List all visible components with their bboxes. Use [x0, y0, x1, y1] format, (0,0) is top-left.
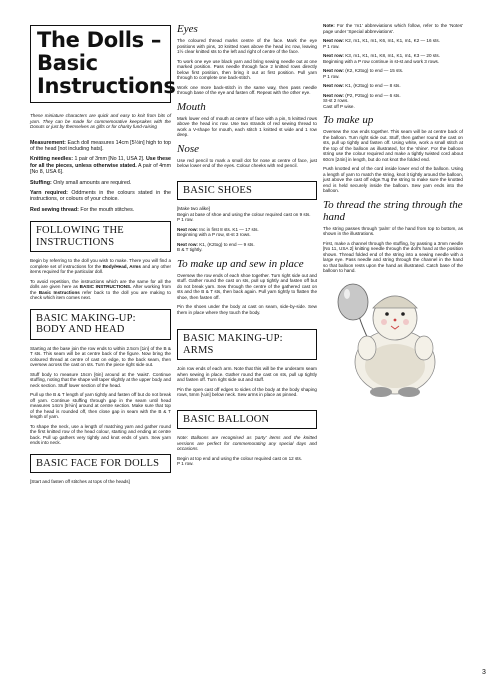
makeup-heading: To make up	[323, 114, 374, 126]
makeup-paragraph-2: Push knotted end of the cord inside lower end of the balloon. Using a length of yarn to match the string, knot it tightly around the balloon, just above the cast off edge.Tug the string to make sure the knotted end is held securely inside the balloon. Sew yarn ends into the balloon.	[323, 166, 463, 193]
shoes-note: [Make two alike]	[177, 206, 210, 211]
text-run: refer back to the doll you are making to check which item comes next.	[30, 289, 171, 301]
balloon-heading: BASIC BALLOON	[177, 410, 317, 430]
arms-heading: BASIC MAKING-UP: ARMS	[177, 329, 317, 360]
nose-heading: Nose	[177, 142, 199, 155]
following-paragraph-1	[30, 258, 171, 275]
row-label: Next row:	[323, 83, 344, 88]
balloon-row-5-after-1: St-st 2 rows.	[323, 98, 349, 103]
stuffing	[30, 180, 171, 186]
yarn	[30, 190, 171, 203]
balloon-row-3-after: P 1 row.	[323, 73, 340, 79]
text-run-bold: BASIC INSTRUCTIONS.	[79, 284, 132, 290]
sewing-thread	[30, 207, 171, 213]
needles-label: Knitting needles:	[30, 156, 73, 163]
mouth-paragraph: Mark lower end of mouth at centre of face with a pin, 5 knitted rows above the head inc row. Use two strands of red sewing thread to work a V-shape for mouth, each stitch 1 knitted st wide and 1 row deep.	[177, 115, 317, 137]
body-paragraph-1: Starting at the base join the row ends to within 2.5cm [1in] of the B & T sts. This seam will be at centre back of the figure. Now bring the coloured thread at centre of cast on edge, to the back seam, then oversew across the cast on sts. Turn the piece right side out.	[30, 345, 171, 368]
balloon-intro: Note: Balloons are recognised as 'party' items and the knitted versions are perfect for commemorating any special days and occasions.	[177, 435, 317, 451]
stuffing-text: Only small amounts are required.	[51, 179, 132, 186]
balloon-paragraph-2: P 1 row.	[177, 461, 194, 466]
balloon-row-4	[323, 83, 463, 89]
needles-text-2: A pair of 4mm [No 8, USA 6].	[30, 162, 171, 176]
yarn-label: Yarn required:	[30, 189, 68, 196]
page-title: The Dolls – Basic Instructions	[30, 25, 171, 103]
sew-paragraph-1: Oversew the row ends of each shoe together. Turn right side out and stuff. Gather round the cast on sts, pull up tightly and fasten off but do not break yarn. Sew through the centre of the gathered cast on sts and the B & T sts, then back again. Pull yarn tightly to flatten the shoe, then fasten off.	[177, 272, 317, 300]
shoes-paragraph-2: P 1 row.	[177, 217, 194, 222]
yarn-text: Oddments in the colours stated in the instructions, or colours of your choice.	[30, 189, 171, 203]
arms-paragraph-2: Pin the open cast off edges to sides of the body at the body shaping rows, 5mm [¼in] below neck. Sew arms in place as pinned.	[177, 386, 317, 397]
eyes-heading: Eyes	[177, 23, 198, 35]
doll-with-balloon-image	[323, 280, 463, 398]
intro-text: These miniature characters are quick and easy to knit from bits of yarn. They can be made for commemorative keepsakes with the Donuts or just by themselves as gifts or for charity fund-raising	[30, 113, 171, 129]
row-label: Next row:	[323, 92, 344, 98]
text-run: After working from the	[30, 284, 171, 295]
following-heading: FOLLOWING THE INSTRUCTIONS	[30, 221, 171, 252]
eyes-paragraph-2: To work one eye use black yarn and bring sewing needle out at one marked position. Pass needle through face 2 knitted rows directly below first position, then bring it out at first position. Pull yarn through to complete one back-stitch.	[177, 58, 317, 80]
balloon-row-5-after-2: Cast off P wise.	[323, 103, 355, 109]
sew-paragraph-2: Pin the shoes under the body at cast on seam, side-by-side. Sew them in place where they touch the body.	[177, 304, 317, 315]
thread-heading: To thread the string through the hand	[323, 198, 463, 223]
measurement	[30, 140, 171, 153]
makeup-paragraph-1: Oversew the row ends together. This seam will be at centre back of the balloon. Turn right side out. Stuff, then gather round the cast on sts, pull up tightly and fasten off. Using white, work a small stitch at the top of the balloon as illustrated, for the 'shine'. For the balloon string use the colour required and make a tightly twisted cord about 60cm [24in] in length, but do not knot the folded end.	[323, 129, 463, 162]
row-label: Next row:	[323, 53, 344, 58]
row-text: K2, m1, K1, m1, K6, m1, K1, m1, K2 — 16 sts.	[343, 38, 440, 43]
balloon-row-2-after: Beginning with a P row continue in st-st and work 3 rows.	[323, 58, 440, 64]
shoes-row-2-after: B & T tightly.	[177, 247, 203, 252]
row-label: Next row:	[177, 241, 198, 247]
needles-bold: Use these for all the pieces, unless otherwise stated.	[30, 156, 172, 169]
note	[323, 23, 463, 34]
text-run-bold: Basic Instructions	[38, 289, 80, 295]
shoes-heading: BASIC SHOES	[177, 181, 317, 201]
measurement-label: Measurement:	[30, 139, 66, 146]
row-label: Next row:	[177, 226, 198, 232]
body-paragraph-3: Pull up the B & T length of yarn tightly and fasten off but do not break off yarn. Continue stuffing through gap in the seam until head measures 14cm [5½in] around at centre section. Make sure that top of the head is rounded off, then close gap in seam with the B & T length of yarn.	[30, 392, 171, 420]
row-label: Next row:	[323, 38, 344, 43]
balloon-row-1-after: P 1 row.	[323, 43, 340, 49]
note-text: For the 'm1' abbreviations which follow, refer to the 'Notes' page under 'Special abbreviations'.	[323, 23, 463, 34]
shoes-row-1-after: Beginning with a P row, st-st 3 rows.	[177, 232, 251, 237]
thread-text: For the mouth stitches.	[78, 206, 135, 213]
page-number: 3	[482, 669, 486, 676]
body-head-heading: BASIC MAKING-UP: BODY AND HEAD	[30, 309, 171, 340]
eyes-paragraph-3: Work one more back-stitch in the same way, then pass needle through base of the eye and fasten off. Repeat with the other eye.	[177, 84, 317, 95]
text-run: Begin by referring to the doll you wish to make. There you will find a complete set of instructions for the	[30, 258, 171, 269]
thread-paragraph-2: First, make a channel through the stuffing, by passing a 3mm needle [No 11, USA 2] knitting needle through the doll's hand at the position shown. Thread folded end of the string into a sewing needle with a large eye. Pass needle and string through the channel in the hand so that balloon rests upon the hand as illustrated. Catch base of the balloon to hand.	[323, 240, 463, 273]
face-paragraph-1: [Start and fasten off stitches at tops of the heads]	[30, 479, 130, 485]
text-run: To avoid repetition, the instructions which are the same for all the dolls are given here as	[30, 278, 171, 290]
doll-illustration	[323, 280, 463, 398]
sew-heading: To make up and sew in place	[177, 257, 304, 270]
text-run-bold: Body/Head, Arms	[102, 263, 141, 269]
row-text: K1, (K2tog) to end — 8 sts.	[343, 83, 401, 88]
body-paragraph-4: To shape the neck, use a length of matching yarn and gather round the first knitted row of the head colour, starting and ending at centre back. Pull up gathers very tightly and knot ends of yarn. Sew yarn ends into neck.	[30, 423, 171, 446]
thread-label: Red sewing thread:	[30, 206, 79, 213]
row-text: (K2, K2tog) to end — 15 sts.	[343, 68, 404, 73]
arms-paragraph-1: Join row ends of each arm. Note that this will be the underarm seam when sewing in place. Gather round the cast on sts, pull up tightly and fasten off. Turn right side out and stuff.	[177, 366, 317, 382]
thread-paragraph-1: The string passes through 'palm' of the hand from top to bottom, as shown in the illustrations.	[323, 225, 463, 236]
body-paragraph-2: Stuff body to measure 15cm [6in] around at the 'waist'. Continue stuffing, noting that the shape will taper slightly at the upper body and neck section. Stuff lower section of the head.	[30, 371, 171, 388]
eyes-paragraph-1: The coloured thread marks centre of the face. Mark the eye positions with pins, 10 knitted rows above the head inc row, leaving 1½ clear knitted sts to the left and right of centre of the face.	[177, 38, 317, 54]
nose-paragraph: Use red pencil to mark a small dot for nose at centre of face, just below lower end of the eyes. Colour cheeks with red pencil.	[177, 157, 317, 168]
mouth-heading: Mouth	[177, 100, 206, 113]
column-middle	[177, 23, 317, 471]
row-text: (P2, P2tog) to end — 6 sts.	[343, 92, 401, 98]
row-text: Inc in first 8 sts. K1 — 17 sts.	[197, 226, 259, 232]
balloon-paragraph-1: Begin at top end and using the colour required cast on 12 sts.	[177, 455, 303, 461]
stuffing-label: Stuffing:	[30, 179, 52, 186]
measurement-text: Each doll measures 14cm [5½in] high to top of the head [not including hats].	[30, 139, 171, 152]
column-left	[30, 0, 176, 489]
row-text: K1, (K2tog) to end — 9 sts.	[197, 241, 255, 247]
needles-text: 1 pair of 3mm [No 11, USA 2].	[72, 156, 146, 163]
text-run: and any other items required for the particular doll.	[30, 263, 171, 275]
following-paragraph-2	[30, 279, 171, 301]
note-label: Note:	[323, 23, 335, 28]
face-heading: BASIC FACE FOR DOLLS	[30, 454, 171, 474]
row-text: K3, m1, K1, m1, K8, m1, K1, m1, K3 — 20 sts.	[343, 53, 440, 58]
row-label: Next row:	[323, 68, 344, 73]
needles	[30, 156, 171, 175]
shoes-paragraph-1: Begin at base of shoe and using the colour required cast on 9 sts.	[177, 211, 311, 217]
column-right	[323, 23, 463, 402]
